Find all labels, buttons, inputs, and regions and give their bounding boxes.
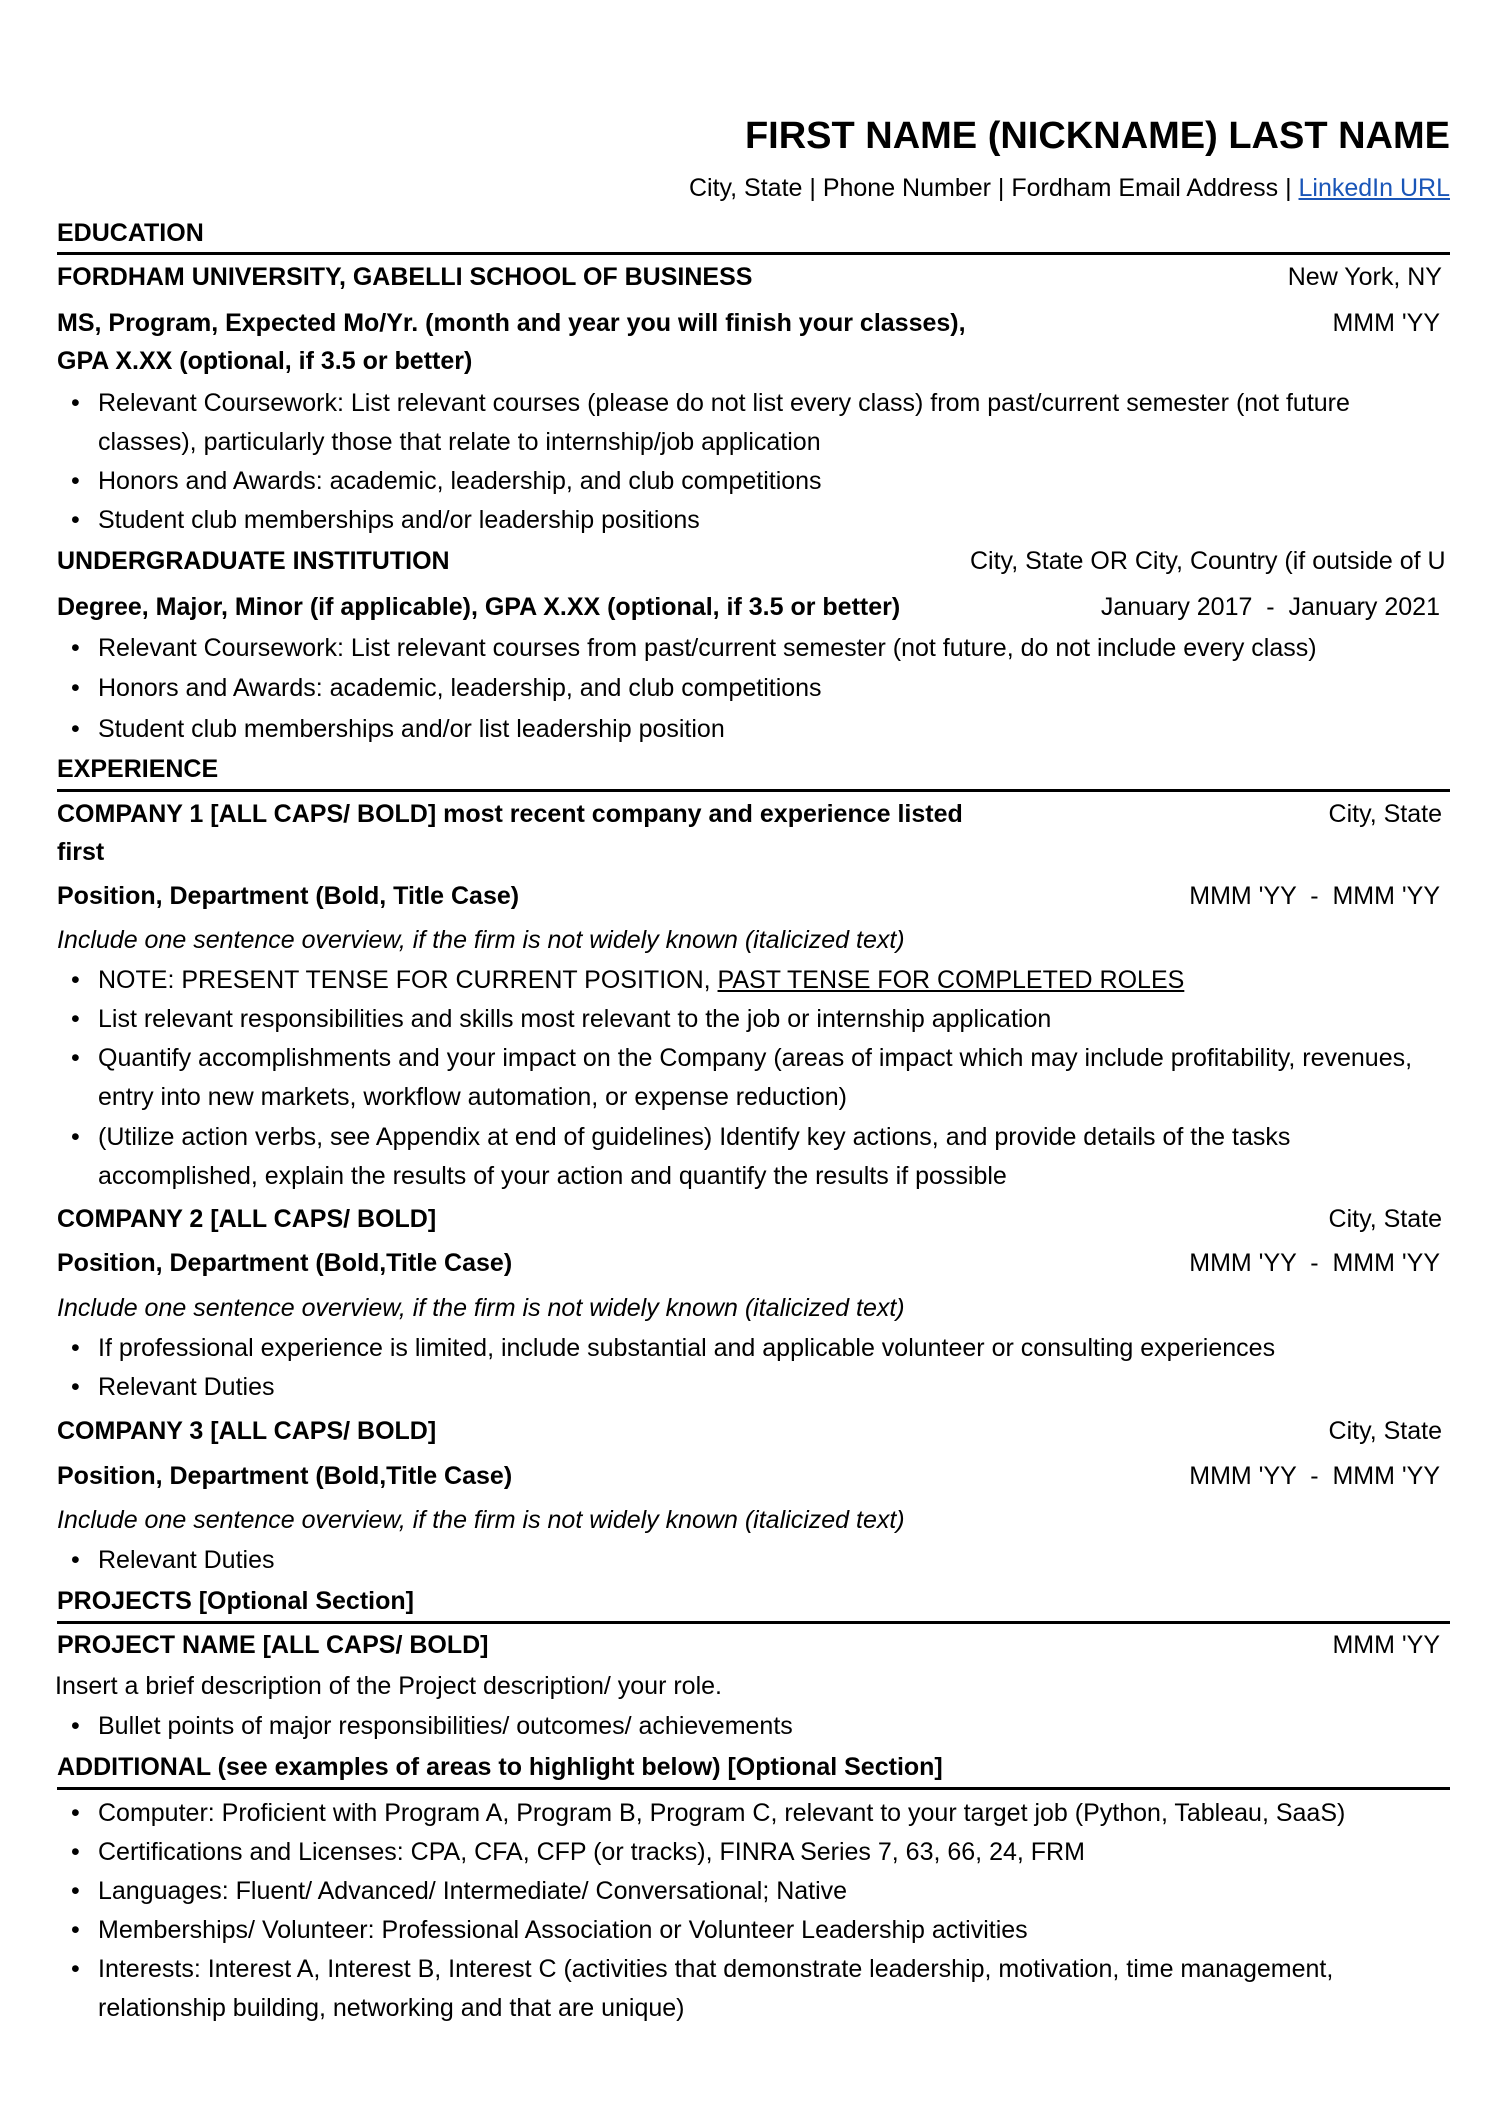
project-name: PROJECT NAME [ALL CAPS/ BOLD]	[57, 1631, 489, 1659]
bullet-marker: •	[71, 966, 80, 994]
bullet-marker: •	[71, 1955, 80, 1983]
bullet-marker: •	[71, 1916, 80, 1944]
note-text: NOTE: PRESENT TENSE FOR CURRENT POSITION,	[98, 966, 718, 994]
undergrad-degree: Degree, Major, Minor (if applicable), GPA X.XX (optional, if 3.5 or better)	[57, 593, 901, 621]
company3-overview: Include one sentence overview, if the firm is not widely known (italicized text)	[57, 1506, 905, 1534]
contact-line	[689, 174, 1450, 203]
company2-position: Position, Department (Bold,Title Case)	[57, 1249, 513, 1277]
additional-bullet: Computer: Proficient with Program A, Program B, Program C, relevant to your target job (Python, Tableau, SaaS)	[98, 1799, 1346, 1827]
resume-name: FIRST NAME (NICKNAME) LAST NAME	[744, 115, 1450, 157]
company1-bullet: Quantify accomplishments and your impact on the Company (areas of impact which may include profitability, revenues, entry into new markets, workflow automation, or expense reduction)	[98, 1044, 1413, 1111]
contact-details: City, State | Phone Number | Fordham Email Address |	[688, 174, 1299, 202]
section-divider	[57, 1621, 1450, 1624]
undergrad-bullet: Student club memberships and/or list leadership position	[98, 715, 725, 743]
company2-name: COMPANY 2 [ALL CAPS/ BOLD]	[57, 1205, 437, 1233]
bullet-marker: •	[71, 1838, 80, 1866]
company3-name: COMPANY 3 [ALL CAPS/ BOLD]	[57, 1417, 437, 1445]
company3-location: City, State	[1328, 1417, 1442, 1445]
bullet-marker: •	[71, 1123, 80, 1151]
section-divider	[57, 789, 1450, 792]
bullet-marker: •	[71, 1005, 80, 1033]
company3-bullet: Relevant Duties	[98, 1546, 275, 1574]
bullet-marker: •	[71, 467, 80, 495]
company2-bullet: If professional experience is limited, include substantial and applicable volunteer or consulting experiences	[98, 1334, 1276, 1362]
company1-note	[98, 961, 1438, 1000]
bullet-marker: •	[71, 506, 80, 534]
bullet-marker: •	[71, 1334, 80, 1362]
fordham-bullet: Relevant Coursework: List relevant courses (please do not list every class) from past/current semester (not future classes), particularly those that relate to internship/job application	[98, 389, 1350, 456]
company1-name-line1: COMPANY 1 [ALL CAPS/ BOLD] most recent company and experience listed	[57, 800, 963, 828]
fordham-date: MMM 'YY	[1332, 309, 1440, 337]
note-underlined-text: PAST TENSE FOR COMPLETED ROLES	[717, 966, 1185, 994]
bullet-marker: •	[71, 1546, 80, 1574]
bullet-marker: •	[71, 1799, 80, 1827]
company3-date: MMM 'YY - MMM 'YY	[1189, 1462, 1440, 1490]
fordham-degree-line1: MS, Program, Expected Mo/Yr. (month and year you will finish your classes),	[57, 309, 966, 337]
company3-position: Position, Department (Bold,Title Case)	[57, 1462, 513, 1490]
bullet-marker: •	[71, 1044, 80, 1072]
additional-bullet: Languages: Fluent/ Advanced/ Intermediate/ Conversational; Native	[98, 1877, 848, 1905]
project-date: MMM 'YY	[1332, 1631, 1440, 1659]
additional-bullet: Memberships/ Volunteer: Professional Association or Volunteer Leadership activities	[98, 1916, 1028, 1944]
undergrad-date: January 2017 - January 2021	[1100, 593, 1440, 621]
project-description: Insert a brief description of the Project description/ your role.	[55, 1672, 722, 1700]
company2-bullet: Relevant Duties	[98, 1373, 275, 1401]
bullet-marker: •	[71, 389, 80, 417]
additional-bullet: Interests: Interest A, Interest B, Interest C (activities that demonstrate leadership, motivation, time management, relationship building, networking and that are unique)	[98, 1955, 1334, 2022]
undergrad-bullet: Honors and Awards: academic, leadership, and club competitions	[98, 674, 822, 702]
company2-date: MMM 'YY - MMM 'YY	[1189, 1249, 1440, 1277]
company1-overview: Include one sentence overview, if the firm is not widely known (italicized text)	[57, 926, 905, 954]
bullet-marker: •	[71, 674, 80, 702]
company1-bullet: List relevant responsibilities and skills most relevant to the job or internship application	[98, 1005, 1052, 1033]
company1-name-line2: first	[57, 838, 105, 866]
company2-location: City, State	[1328, 1205, 1442, 1233]
bullet-marker: •	[71, 715, 80, 743]
section-divider	[57, 252, 1450, 255]
company2-overview: Include one sentence overview, if the firm is not widely known (italicized text)	[57, 1294, 905, 1322]
resume-page	[57, 0, 1450, 2123]
projects-heading: PROJECTS [Optional Section]	[57, 1587, 414, 1615]
undergrad-school: UNDERGRADUATE INSTITUTION	[57, 547, 450, 575]
company1-bullet: (Utilize action verbs, see Appendix at end of guidelines) Identify key actions, and provide details of the tasks accomplished, explain the results of your action and quantify the results if possible	[98, 1123, 1291, 1190]
company1-location: City, State	[1328, 800, 1442, 828]
bullet-marker: •	[71, 1712, 80, 1740]
additional-heading: ADDITIONAL (see examples of areas to highlight below) [Optional Section]	[57, 1753, 943, 1781]
fordham-degree-line2: GPA X.XX (optional, if 3.5 or better)	[57, 347, 473, 375]
company1-date: MMM 'YY - MMM 'YY	[1189, 882, 1440, 910]
undergrad-bullet: Relevant Coursework: List relevant courses from past/current semester (not future, do not include every class)	[98, 634, 1317, 662]
section-divider	[57, 1787, 1450, 1790]
experience-heading: EXPERIENCE	[57, 755, 219, 783]
undergrad-location: City, State OR City, Country (if outside of U	[970, 547, 1446, 575]
project-bullet: Bullet points of major responsibilities/ outcomes/ achievements	[98, 1712, 793, 1740]
bullet-marker: •	[71, 1373, 80, 1401]
linkedin-link[interactable]: LinkedIn URL	[1298, 174, 1450, 202]
education-heading: EDUCATION	[57, 219, 204, 247]
company1-position: Position, Department (Bold, Title Case)	[57, 882, 520, 910]
fordham-bullet: Student club memberships and/or leadership positions	[98, 506, 700, 534]
fordham-bullet: Honors and Awards: academic, leadership, and club competitions	[98, 467, 822, 495]
bullet-marker: •	[71, 634, 80, 662]
fordham-location: New York, NY	[1287, 263, 1442, 291]
additional-bullet: Certifications and Licenses: CPA, CFA, CFP (or tracks), FINRA Series 7, 63, 66, 24, FRM	[98, 1838, 1085, 1866]
fordham-school: FORDHAM UNIVERSITY, GABELLI SCHOOL OF BUSINESS	[57, 263, 753, 291]
bullet-marker: •	[71, 1877, 80, 1905]
